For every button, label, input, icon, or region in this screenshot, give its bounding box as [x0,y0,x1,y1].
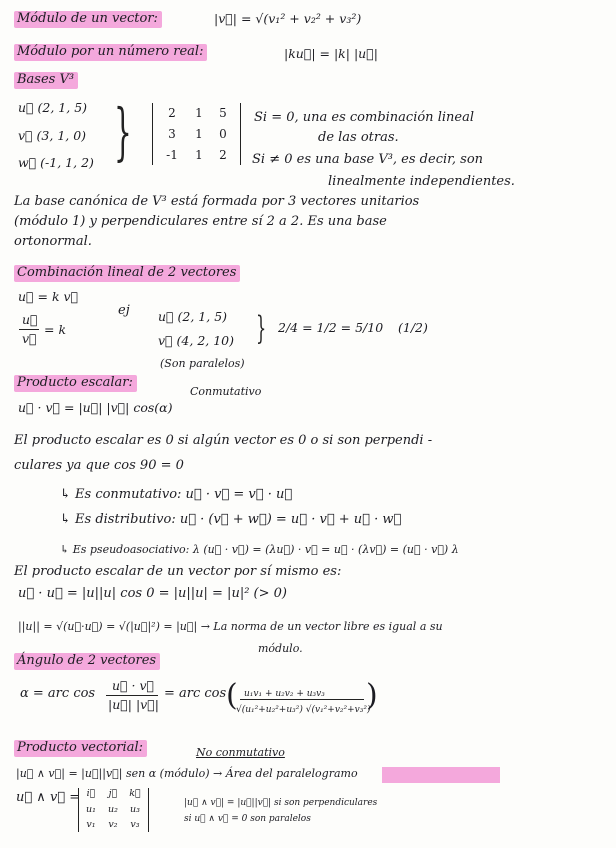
escalar-self1: El producto escalar de un vector por sí mismo es: [14,564,342,579]
escalar-subtitle: Conmutativo [190,385,262,398]
example-u: u⃗ (2, 1, 5) [158,309,228,324]
combinacion-eq2-num: u⃗ [22,312,38,327]
det-cell: u₂ [108,804,118,815]
determinant-left-bar [152,103,153,165]
bases-vector-u: u⃗ (2, 1, 5) [18,100,88,115]
det-left-bar [78,788,79,832]
modulo-title: Módulo de un vector: [14,11,162,28]
cond-nonzero-line2: linealmente independientes. [328,174,515,189]
angulo-big-den: √(u₁²+u₂²+u₃²) √(v₁²+v₂²+v₃²) [236,705,371,715]
escalar-text2: culares ya que cos 90 = 0 [14,458,184,473]
bases-vector-w: w⃗ (-1, 1, 2) [18,155,94,170]
combinacion-eq2-den: v⃗ [22,331,37,346]
open-paren: ( [226,678,238,713]
angulo-frac-den: |u⃗| |v⃗| [108,697,159,712]
escalar-text1: El producto escalar es 0 si algún vector es 0 o si son perpendi - [14,433,433,448]
det-cell: k⃗ [129,788,141,799]
escalar-formula: u⃗ · v⃗ = |u⃗| |v⃗| cos(α) [18,400,173,415]
matrix-cell: 2 [168,106,176,120]
det-right-bar [148,788,149,832]
escalar-norm2: módulo. [258,642,303,655]
example-v: v⃗ (4, 2, 10) [158,333,234,348]
bases-vector-v: v⃗ (3, 1, 0) [18,128,87,143]
det-cell: v₁ [86,819,96,830]
matrix-cell: 1 [195,106,203,120]
det-cell: u₁ [86,804,96,815]
canonical-line1: La base canónica de V³ está formada por 3 vectores unitarios [14,194,420,209]
cond-zero-line1: Si = 0, una es combinación lineal [254,110,474,125]
matrix-cell: 3 [168,127,176,141]
combinacion-eq1: u⃗ = k v⃗ [18,289,79,304]
fraction-bar [19,329,39,330]
matrix-cell: 1 [195,127,203,141]
vectorial-note2: si u⃗ ∧ v⃗ = 0 son paralelos [184,814,311,824]
angulo-fraction-bar [106,695,158,696]
vectorial-note1: |u⃗ ∧ v⃗| = |u⃗||v⃗| si son perpendiculares [184,798,378,808]
escalar-prop1: ↳ Es conmutativo: u⃗ · v⃗ = v⃗ · u⃗ [60,487,293,502]
matrix-cell: 2 [219,148,227,162]
det-cell: v₂ [108,819,118,830]
escalar-prop3: ↳ Es pseudoasociativo: λ (u⃗ · v⃗) = (λu⃗) · v⃗ = u⃗ · (λv⃗) = (u⃗ · v⃗) λ [60,543,459,556]
determinant-right-bar [240,103,241,165]
vectorial-formula: |u⃗ ∧ v⃗| = |u⃗||v⃗| sen α (módulo) → Área del paralelogramo [16,767,358,780]
modulo-formula: |v⃗| = √(v₁² + v₂² + v₃²) [214,11,362,26]
example-brace: } [256,309,267,347]
matrix-cell: 5 [219,106,227,120]
canonical-line2: (módulo 1) y perpendiculares entre sí 2 a 2. Es una base [14,214,387,229]
close-paren: ) [366,678,378,713]
cond-zero-line2: de las otras. [318,130,399,145]
matrix-cell: 1 [195,148,203,162]
det-cell: u₃ [130,804,140,815]
matrix-cell: 0 [219,127,227,141]
example-ratios: 2/4 = 1/2 = 5/10 [278,320,384,335]
escalar-self2: u⃗ · u⃗ = |u||u| cos 0 = |u||u| = |u|² (> 0) [18,586,287,601]
angulo-lhs: α = arc cos [20,686,96,701]
escalar-title: Producto escalar: [14,375,137,392]
matrix-cell: -1 [166,148,178,162]
escalar-norm1: ||u|| = √(u⃗·u⃗) = √(|u⃗|²) = |u⃗| → La norma de un vector libre es igual a su [18,620,443,633]
right-brace: } [114,95,132,168]
area-highlight [382,767,500,783]
angulo-eq: = arc cos [164,686,227,701]
combinacion-eq2-rest: = k [44,322,67,337]
bases-title: Bases V³ [14,72,78,89]
angulo-big-num: u₁v₁ + u₂v₂ + u₃v₃ [244,689,325,699]
escalar-prop2: ↳ Es distributivo: u⃗ · (v⃗ + w⃗) = u⃗ · v⃗ + u⃗ · w⃗ [60,512,402,527]
cond-nonzero-line1: Si ≠ 0 es una base V³, es decir, son [252,152,484,167]
vectorial-lhs: u⃗ ∧ v⃗ = [16,790,81,805]
det-cell: j⃗ [108,788,118,799]
canonical-line3: ortonormal. [14,234,92,249]
angulo-frac-num: u⃗ · v⃗ [112,678,155,693]
example-result: (1/2) [398,320,428,335]
ej-label: ej [118,303,130,318]
vectorial-title: Producto vectorial: [14,740,147,757]
angulo-title: Ángulo de 2 vectores [14,653,160,670]
angulo-big-bar [240,699,364,700]
modulo-real-title: Módulo por un número real: [14,44,207,61]
combinacion-title: Combinación lineal de 2 vectores [14,265,240,282]
det-cell: i⃗ [86,788,96,799]
modulo-real-formula: |ku⃗| = |k| |u⃗| [284,46,378,61]
vectorial-no-conm: No conmutativo [196,746,285,759]
example-note: (Son paralelos) [160,357,245,370]
det-cell: v₃ [130,819,140,830]
